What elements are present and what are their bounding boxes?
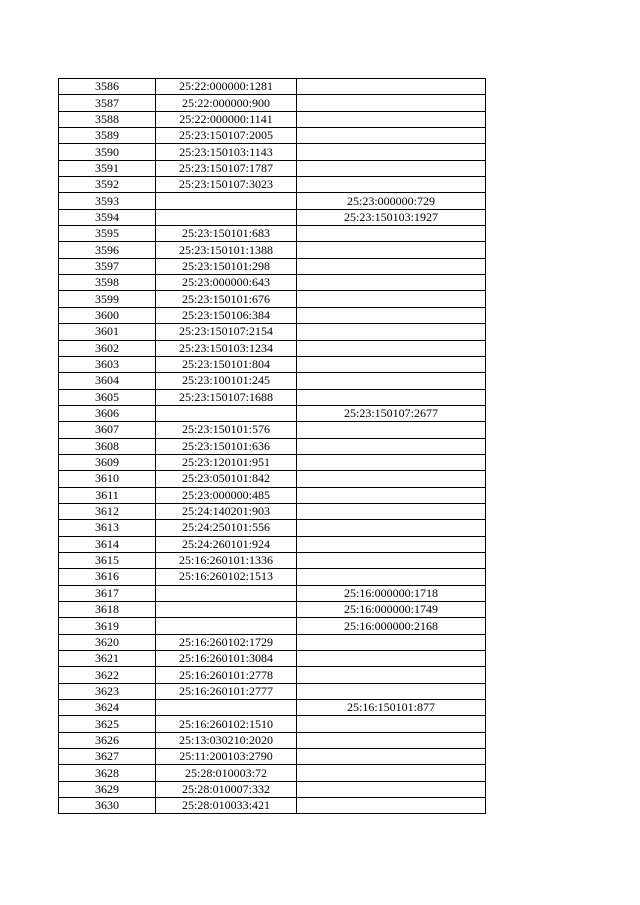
cadastral-number-cell: 25:23:150101:298 [156, 258, 297, 274]
secondary-cadastral-number-cell [297, 373, 486, 389]
row-number-cell: 3608 [59, 438, 156, 454]
table-row [59, 144, 486, 160]
secondary-cadastral-number-cell: 25:23:150103:1927 [297, 209, 486, 225]
table-row [59, 503, 486, 519]
row-number-cell: 3613 [59, 520, 156, 536]
row-number-cell: 3620 [59, 634, 156, 650]
table-row [59, 95, 486, 111]
row-number-cell: 3597 [59, 258, 156, 274]
secondary-cadastral-number-cell [297, 781, 486, 797]
table-row [59, 258, 486, 274]
row-number-cell: 3614 [59, 536, 156, 552]
row-number-cell: 3591 [59, 160, 156, 176]
cadastral-number-cell: 25:22:000000:1281 [156, 79, 297, 95]
cadastral-number-cell: 25:28:010033:421 [156, 798, 297, 814]
row-number-cell: 3604 [59, 373, 156, 389]
cadastral-number-cell [156, 602, 297, 618]
cadastral-number-cell: 25:23:150107:1688 [156, 389, 297, 405]
secondary-cadastral-number-cell [297, 160, 486, 176]
table-row [59, 454, 486, 470]
row-number-cell: 3630 [59, 798, 156, 814]
cadastral-number-cell: 25:23:000000:485 [156, 487, 297, 503]
table-row [59, 487, 486, 503]
secondary-cadastral-number-cell [297, 520, 486, 536]
row-number-cell: 3625 [59, 716, 156, 732]
table-row [59, 798, 486, 814]
cadastral-number-cell: 25:13:030210:2020 [156, 732, 297, 748]
secondary-cadastral-number-cell [297, 307, 486, 323]
secondary-cadastral-number-cell [297, 749, 486, 765]
row-number-cell: 3624 [59, 700, 156, 716]
cadastral-number-cell: 25:23:150101:576 [156, 422, 297, 438]
cadastral-number-cell: 25:23:150101:636 [156, 438, 297, 454]
secondary-cadastral-number-cell [297, 798, 486, 814]
table-row [59, 405, 486, 421]
cadastral-number-cell: 25:23:050101:842 [156, 471, 297, 487]
secondary-cadastral-number-cell [297, 683, 486, 699]
row-number-cell: 3586 [59, 79, 156, 95]
table-row [59, 291, 486, 307]
row-number-cell: 3599 [59, 291, 156, 307]
table-row [59, 356, 486, 372]
cadastral-number-cell: 25:24:140201:903 [156, 503, 297, 519]
table-row [59, 781, 486, 797]
secondary-cadastral-number-cell [297, 242, 486, 258]
row-number-cell: 3609 [59, 454, 156, 470]
cadastral-number-cell: 25:16:260102:1510 [156, 716, 297, 732]
secondary-cadastral-number-cell [297, 503, 486, 519]
cadastral-number-cell: 25:23:150101:676 [156, 291, 297, 307]
secondary-cadastral-number-cell: 25:16:000000:1749 [297, 602, 486, 618]
cadastral-number-cell: 25:23:150101:1388 [156, 242, 297, 258]
table-row [59, 438, 486, 454]
cadastral-number-cell: 25:16:260101:2777 [156, 683, 297, 699]
cadastral-number-cell: 25:23:150101:804 [156, 356, 297, 372]
row-number-cell: 3590 [59, 144, 156, 160]
table-row [59, 667, 486, 683]
row-number-cell: 3610 [59, 471, 156, 487]
table-row [59, 618, 486, 634]
table-row [59, 128, 486, 144]
table-row [59, 160, 486, 176]
table-row [59, 373, 486, 389]
cadastral-number-cell: 25:23:150101:683 [156, 226, 297, 242]
row-number-cell: 3589 [59, 128, 156, 144]
cadastral-number-cell: 25:16:260102:1513 [156, 569, 297, 585]
table-row [59, 716, 486, 732]
table-row [59, 569, 486, 585]
secondary-cadastral-number-cell [297, 454, 486, 470]
cadastral-number-cell: 25:22:000000:900 [156, 95, 297, 111]
secondary-cadastral-number-cell [297, 569, 486, 585]
secondary-cadastral-number-cell [297, 422, 486, 438]
cadastral-number-cell: 25:23:150107:1787 [156, 160, 297, 176]
table-row [59, 585, 486, 601]
cadastral-number-cell: 25:23:150103:1143 [156, 144, 297, 160]
row-number-cell: 3587 [59, 95, 156, 111]
secondary-cadastral-number-cell [297, 765, 486, 781]
secondary-cadastral-number-cell: 25:23:000000:729 [297, 193, 486, 209]
secondary-cadastral-number-cell [297, 226, 486, 242]
row-number-cell: 3605 [59, 389, 156, 405]
cadastral-number-cell: 25:23:150103:1234 [156, 340, 297, 356]
secondary-cadastral-number-cell: 25:16:000000:1718 [297, 585, 486, 601]
secondary-cadastral-number-cell [297, 291, 486, 307]
table-row [59, 651, 486, 667]
row-number-cell: 3619 [59, 618, 156, 634]
secondary-cadastral-number-cell [297, 95, 486, 111]
table-row [59, 683, 486, 699]
cadastral-number-cell: 25:24:250101:556 [156, 520, 297, 536]
table-row [59, 700, 486, 716]
row-number-cell: 3602 [59, 340, 156, 356]
cadastral-number-cell [156, 618, 297, 634]
table-row [59, 422, 486, 438]
row-number-cell: 3621 [59, 651, 156, 667]
row-number-cell: 3606 [59, 405, 156, 421]
secondary-cadastral-number-cell: 25:16:000000:2168 [297, 618, 486, 634]
table-row [59, 732, 486, 748]
secondary-cadastral-number-cell [297, 79, 486, 95]
table-row [59, 209, 486, 225]
cadastral-number-cell: 25:16:260101:2778 [156, 667, 297, 683]
secondary-cadastral-number-cell [297, 552, 486, 568]
cadastral-number-cell: 25:24:260101:924 [156, 536, 297, 552]
row-number-cell: 3612 [59, 503, 156, 519]
cadastral-number-cell [156, 193, 297, 209]
cadastral-number-cell: 25:23:150106:384 [156, 307, 297, 323]
secondary-cadastral-number-cell [297, 487, 486, 503]
table-row [59, 111, 486, 127]
row-number-cell: 3607 [59, 422, 156, 438]
row-number-cell: 3594 [59, 209, 156, 225]
row-number-cell: 3629 [59, 781, 156, 797]
row-number-cell: 3615 [59, 552, 156, 568]
cadastral-number-cell: 25:28:010003:72 [156, 765, 297, 781]
table-row [59, 275, 486, 291]
row-number-cell: 3627 [59, 749, 156, 765]
table-row [59, 79, 486, 95]
data-table [58, 78, 486, 814]
cadastral-number-cell: 25:28:010007:332 [156, 781, 297, 797]
table-row [59, 602, 486, 618]
cadastral-number-cell: 25:16:260101:3084 [156, 651, 297, 667]
table-row [59, 324, 486, 340]
row-number-cell: 3600 [59, 307, 156, 323]
secondary-cadastral-number-cell: 25:23:150107:2677 [297, 405, 486, 421]
cadastral-number-cell [156, 585, 297, 601]
row-number-cell: 3601 [59, 324, 156, 340]
cadastral-number-cell: 25:23:150107:2005 [156, 128, 297, 144]
row-number-cell: 3603 [59, 356, 156, 372]
row-number-cell: 3617 [59, 585, 156, 601]
row-number-cell: 3622 [59, 667, 156, 683]
secondary-cadastral-number-cell [297, 144, 486, 160]
row-number-cell: 3595 [59, 226, 156, 242]
cadastral-number-cell: 25:23:150107:2154 [156, 324, 297, 340]
table-row [59, 552, 486, 568]
cadastral-number-cell: 25:23:100101:245 [156, 373, 297, 389]
cadastral-number-cell: 25:22:000000:1141 [156, 111, 297, 127]
secondary-cadastral-number-cell [297, 667, 486, 683]
table-row [59, 340, 486, 356]
secondary-cadastral-number-cell [297, 536, 486, 552]
cadastral-number-cell: 25:23:150107:3023 [156, 177, 297, 193]
row-number-cell: 3593 [59, 193, 156, 209]
secondary-cadastral-number-cell: 25:16:150101:877 [297, 700, 486, 716]
secondary-cadastral-number-cell [297, 471, 486, 487]
secondary-cadastral-number-cell [297, 438, 486, 454]
table-row [59, 634, 486, 650]
row-number-cell: 3618 [59, 602, 156, 618]
row-number-cell: 3628 [59, 765, 156, 781]
secondary-cadastral-number-cell [297, 128, 486, 144]
table-row [59, 242, 486, 258]
row-number-cell: 3611 [59, 487, 156, 503]
row-number-cell: 3598 [59, 275, 156, 291]
secondary-cadastral-number-cell [297, 275, 486, 291]
cadastral-number-cell [156, 700, 297, 716]
secondary-cadastral-number-cell [297, 389, 486, 405]
cadastral-number-cell: 25:23:120101:951 [156, 454, 297, 470]
row-number-cell: 3588 [59, 111, 156, 127]
table-row [59, 307, 486, 323]
table-row [59, 471, 486, 487]
table-row [59, 536, 486, 552]
secondary-cadastral-number-cell [297, 634, 486, 650]
table-row [59, 765, 486, 781]
table-row [59, 177, 486, 193]
row-number-cell: 3616 [59, 569, 156, 585]
secondary-cadastral-number-cell [297, 324, 486, 340]
secondary-cadastral-number-cell [297, 716, 486, 732]
cadastral-number-cell: 25:11:200103:2790 [156, 749, 297, 765]
secondary-cadastral-number-cell [297, 651, 486, 667]
row-number-cell: 3626 [59, 732, 156, 748]
table-row [59, 520, 486, 536]
table-body [59, 79, 486, 814]
row-number-cell: 3592 [59, 177, 156, 193]
secondary-cadastral-number-cell [297, 340, 486, 356]
secondary-cadastral-number-cell [297, 732, 486, 748]
table-row [59, 749, 486, 765]
cadastral-number-cell [156, 209, 297, 225]
table-row [59, 389, 486, 405]
secondary-cadastral-number-cell [297, 111, 486, 127]
row-number-cell: 3623 [59, 683, 156, 699]
secondary-cadastral-number-cell [297, 177, 486, 193]
secondary-cadastral-number-cell [297, 258, 486, 274]
cadastral-number-cell [156, 405, 297, 421]
table-row [59, 226, 486, 242]
table-row [59, 193, 486, 209]
secondary-cadastral-number-cell [297, 356, 486, 372]
row-number-cell: 3596 [59, 242, 156, 258]
cadastral-number-cell: 25:23:000000:643 [156, 275, 297, 291]
cadastral-number-cell: 25:16:260101:1336 [156, 552, 297, 568]
cadastral-number-cell: 25:16:260102:1729 [156, 634, 297, 650]
